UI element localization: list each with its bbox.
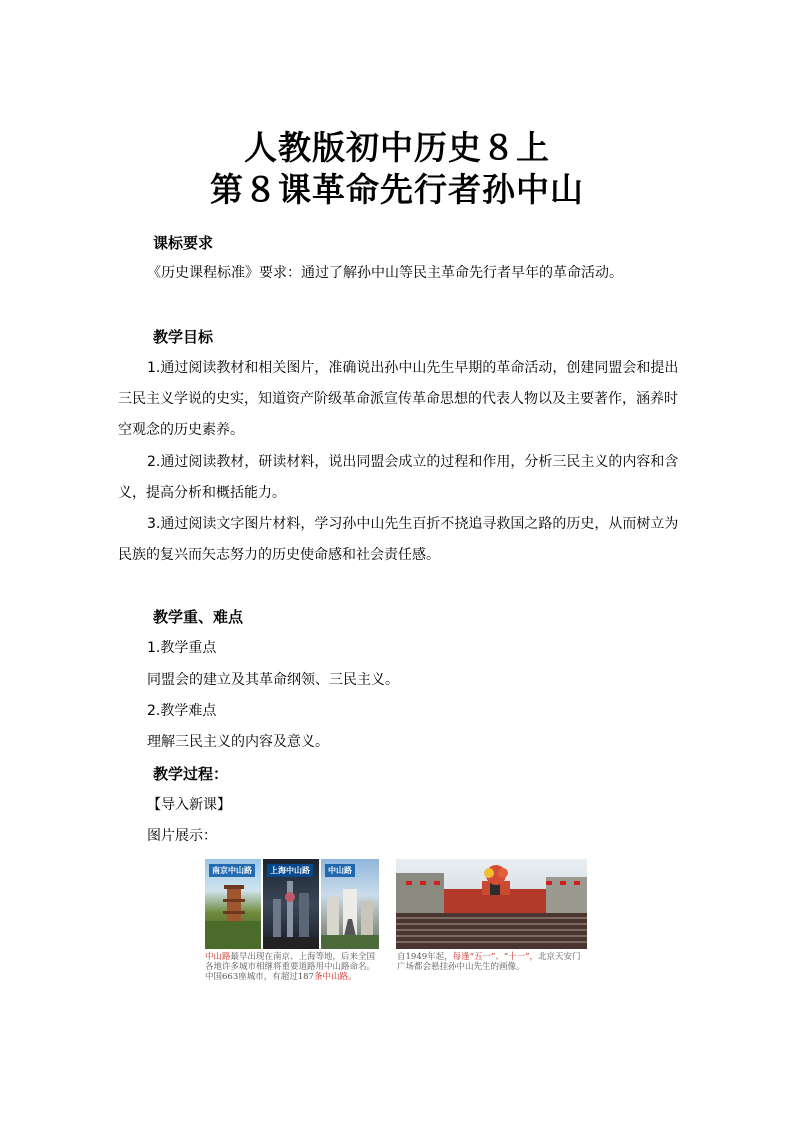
goals-heading: 教学目标: [153, 328, 214, 346]
caption-text: 最早出现在南京、上海等地，后来全国各地许多城市相继将重要道路用中山路命名。中国663座城市，有超过187: [205, 952, 376, 982]
tiananmen-photo: [396, 859, 587, 949]
document-title-line1: 人教版初中历史８上: [244, 128, 550, 167]
caption-highlight: 中山路: [205, 952, 231, 962]
goal-line: 民族的复兴而矢志努力的历史使命感和社会责任感。: [118, 547, 440, 563]
key-point-text: 同盟会的建立及其革命纲领、三民主义。: [147, 672, 399, 688]
key-heading: 教学重、难点: [153, 608, 244, 626]
photo-tag: 上海中山路: [267, 864, 313, 877]
document-title-line2: 第８课革命先行者孙中山: [210, 170, 584, 209]
standard-heading: 课标要求: [153, 234, 214, 252]
goal-line: 3.通过阅读文字图片材料，学习孙中山先生百折不挠追寻救国之路的历史，从而树立为: [147, 516, 679, 532]
right-caption: [397, 952, 589, 972]
goal-line: 义，提高分析和概括能力。: [118, 485, 286, 501]
photo-tag: 南京中山路: [209, 864, 255, 877]
difficulty-text: 理解三民主义的内容及意义。: [147, 734, 329, 750]
pictures-label: 图片展示：: [147, 828, 217, 844]
nanjing-photo: [205, 859, 261, 949]
left-caption: [205, 952, 381, 982]
shanghai-photo: [263, 859, 319, 949]
caption-highlight: 条中山路。: [313, 972, 357, 982]
goal-line: 空观念的历史素养。: [118, 422, 244, 438]
zhongshan-photo: [321, 859, 379, 949]
standard-text: 《历史课程标准》要求：通过了解孙中山等民主革命先行者早年的革命活动。: [147, 265, 623, 281]
goal-line: 2.通过阅读教材，研读材料，说出同盟会成立的过程和作用，分析三民主义的内容和含: [147, 454, 679, 470]
photo-tag: 中山路: [325, 864, 355, 877]
caption-text: 北京天安门广场都会悬挂孙中山先生的画像。: [397, 952, 581, 972]
caption-highlight: 每逢“五一”、“十一”，: [452, 952, 539, 962]
process-heading: 教学过程：: [153, 765, 229, 783]
intro-label: 【导入新课】: [147, 797, 231, 813]
goal-line: 1.通过阅读教材和相关图片，准确说出孙中山先生早期的革命活动，创建同盟会和提出: [147, 360, 679, 376]
difficulty-label: 2.教学难点: [147, 703, 217, 719]
goal-line: 三民主义学说的史实，知道资产阶级革命派宣传革命思想的代表人物以及主要著作，涵养时: [118, 391, 678, 407]
caption-text: 自1949年起，: [397, 952, 453, 962]
key-point-label: 1.教学重点: [147, 640, 217, 656]
